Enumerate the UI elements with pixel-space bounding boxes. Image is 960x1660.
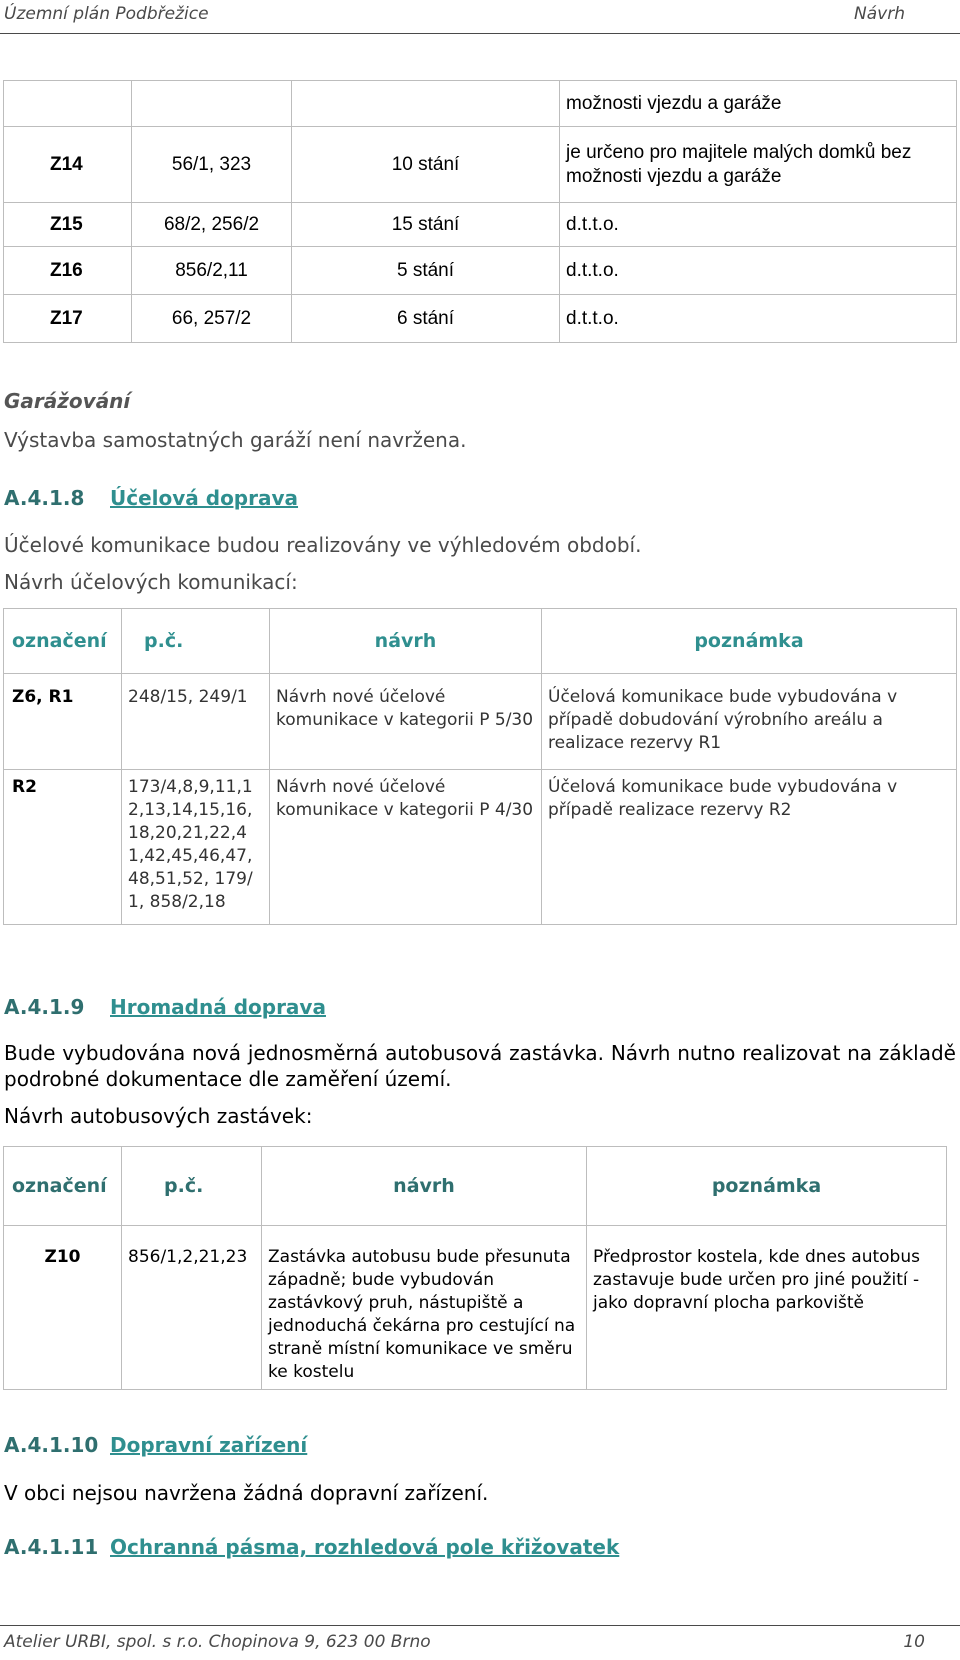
section-title-a419: Hromadná doprava [110, 995, 326, 1019]
section-number-a4110: A.4.1.10 [4, 1433, 99, 1457]
section-number-a419: A.4.1.9 [4, 995, 85, 1019]
table-row [4, 674, 957, 770]
bus-stop-code: Z10 [4, 1226, 122, 1390]
parking-count: 10 stání [292, 127, 560, 203]
header-status: Návrh [854, 4, 905, 24]
parking-count: 6 stání [292, 295, 560, 343]
bus-stop-proposal: Zastávka autobusu bude přesunuta západně; bude vybudován zastávkový pruh, nástupiště a jednoduchá čekárna pro cestující na straně místní komunikace ve směru ke kostelu [262, 1226, 587, 1390]
road-code: R2 [4, 770, 122, 925]
parking-parcel: 856/2,11 [132, 247, 292, 295]
section-title-a4111: Ochranná pásma, rozhledová pole křižovatek [110, 1535, 620, 1559]
section-number-a4111: A.4.1.11 [4, 1535, 99, 1559]
purpose-roads-table [3, 608, 957, 925]
parking-note: d.t.t.o. [560, 203, 957, 247]
parking-note: je určeno pro majitele malých domků bez možnosti vjezdu a garáže [560, 127, 957, 203]
road-code: Z6, R1 [4, 674, 122, 770]
parking-parcel [132, 81, 292, 127]
table-header-row [4, 609, 957, 674]
parking-parcel: 68/2, 256/2 [132, 203, 292, 247]
parking-note: možnosti vjezdu a garáže [560, 81, 957, 127]
table-row [4, 81, 957, 127]
road-proposal: Návrh nové účelové komunikace v kategorii P 5/30 [270, 674, 542, 770]
parking-parcel: 66, 257/2 [132, 295, 292, 343]
road-proposal: Návrh nové účelové komunikace v kategorii P 4/30 [270, 770, 542, 925]
parking-code: Z16 [4, 247, 132, 295]
parking-table [3, 80, 957, 343]
garaging-heading: Garážování [4, 389, 131, 413]
parking-note: d.t.t.o. [560, 247, 957, 295]
bus-stops-table [3, 1146, 947, 1390]
footer-rule [0, 1625, 960, 1626]
parking-count: 5 stání [292, 247, 560, 295]
page-number: 10 [903, 1632, 925, 1652]
header-rule [0, 33, 960, 34]
section-number-a418: A.4.1.8 [4, 486, 85, 510]
column-header-proposal: návrh [262, 1147, 587, 1226]
table-row [4, 247, 957, 295]
column-header-note: poznámka [587, 1147, 947, 1226]
parking-count: 15 stání [292, 203, 560, 247]
road-parcels: 173/4,8,9,11,12,13,14,15,16,18,20,21,22,41,42,45,46,47,48,51,52, 179/1, 858/2,18 [122, 770, 270, 925]
parking-note: d.t.t.o. [560, 295, 957, 343]
table-row [4, 1226, 947, 1390]
footer-company: Atelier URBI, spol. s r.o. Chopinova 9, 623 00 Brno [4, 1632, 431, 1652]
column-header-code: označení [4, 609, 122, 674]
parking-parcel: 56/1, 323 [132, 127, 292, 203]
table-row [4, 203, 957, 247]
table-row [4, 770, 957, 925]
section-text-a418: Účelové komunikace budou realizovány ve výhledovém období. [4, 533, 642, 557]
section-title-a4110: Dopravní zařízení [110, 1433, 308, 1457]
road-note: Účelová komunikace bude vybudována v případě realizace rezervy R2 [542, 770, 957, 925]
parking-code: Z15 [4, 203, 132, 247]
bus-stop-note: Předprostor kostela, kde dnes autobus zastavuje bude určen pro jiné použití - jako dopravní plocha parkoviště [587, 1226, 947, 1390]
column-header-proposal: návrh [270, 609, 542, 674]
column-header-code: označení [4, 1147, 122, 1226]
table-row [4, 295, 957, 343]
road-parcels: 248/15, 249/1 [122, 674, 270, 770]
parking-count [292, 81, 560, 127]
table-header-row [4, 1147, 947, 1226]
section-subtext-a418: Návrh účelových komunikací: [4, 570, 298, 594]
column-header-parcel: p.č. [122, 609, 270, 674]
section-subtext-a419: Návrh autobusových zastávek: [4, 1104, 313, 1128]
parking-code: Z17 [4, 295, 132, 343]
section-text-a4110: V obci nejsou navržena žádná dopravní zařízení. [4, 1481, 489, 1505]
bus-stop-parcels: 856/1,2,21,23 [122, 1226, 262, 1390]
section-title-a418: Účelová doprava [110, 486, 299, 510]
column-header-note: poznámka [542, 609, 957, 674]
column-header-parcel: p.č. [122, 1147, 262, 1226]
section-text-a419: Bude vybudována nová jednosměrná autobusová zastávka. Návrh nutno realizovat na základě podrobné dokumentace dle zaměření území. [4, 1041, 956, 1091]
parking-code [4, 81, 132, 127]
garaging-text: Výstavba samostatných garáží není navržena. [4, 428, 467, 452]
road-note: Účelová komunikace bude vybudována v případě dobudování výrobního areálu a realizace rezervy R1 [542, 674, 957, 770]
table-row [4, 127, 957, 203]
parking-code: Z14 [4, 127, 132, 203]
header-document-title: Územní plán Podbřežice [4, 4, 209, 24]
